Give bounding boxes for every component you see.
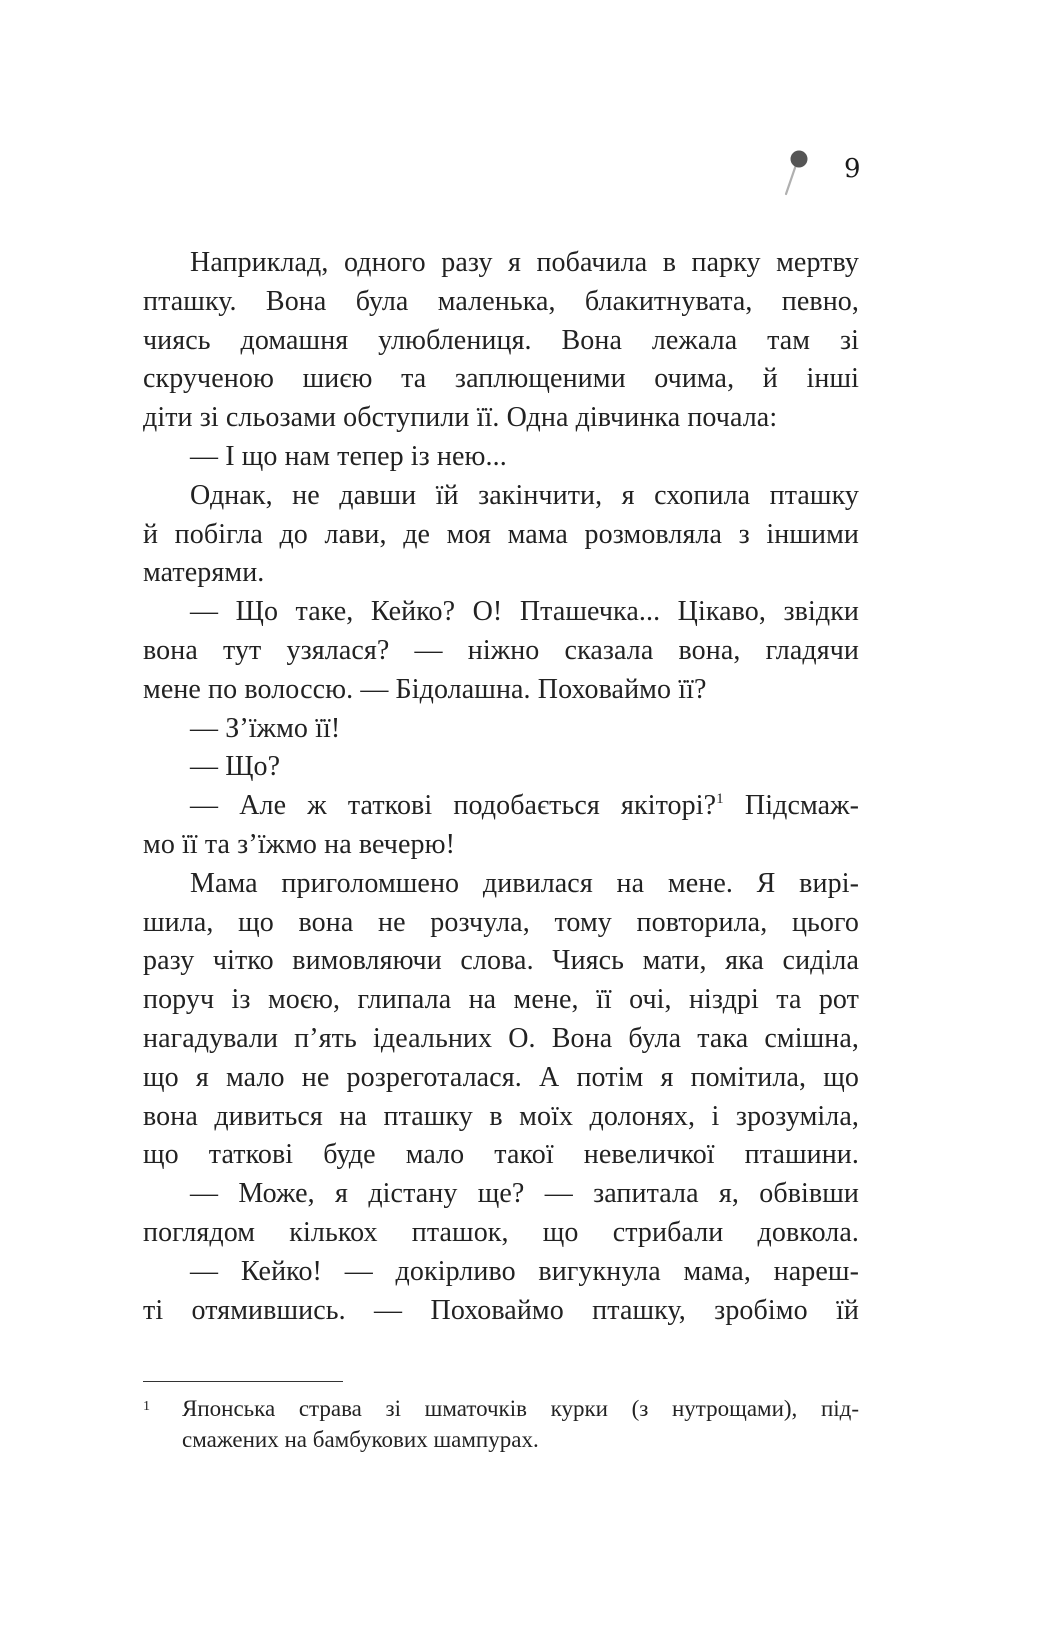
text-line	[143, 1214, 859, 1253]
page-header	[780, 148, 870, 204]
line-text: Однак, не давши їй закінчити, я схопила пташку	[190, 479, 859, 511]
text-line	[143, 1136, 859, 1175]
line-text: скрученою шиєю та заплющеними очима, й інші	[143, 363, 859, 395]
line-text: матерями.	[143, 557, 265, 589]
text-line	[143, 244, 859, 283]
line-text: Наприклад, одного разу я побачила в парку мертву	[190, 247, 859, 278]
text-line	[143, 399, 859, 438]
text-line	[143, 748, 859, 787]
footnote-text	[182, 1393, 859, 1455]
line-text: — Але ж таткові подобається якіторі?	[190, 790, 717, 822]
page-number: 9	[844, 154, 861, 184]
line-text: мене по волоссю. — Бідолашна. Поховаймо її?	[143, 673, 707, 705]
line-text: шила, що вона не розчула, тому повторила, цього	[143, 906, 859, 938]
text-line	[143, 1020, 859, 1059]
line-text: разу чітко вимовляючи слова. Чиясь мати, яка сиділа	[143, 945, 859, 977]
line-text: що таткові буде мало такої невеличкої пташини.	[143, 1139, 859, 1171]
text-line	[143, 981, 859, 1020]
line-text: діти зі сльозами обступили її. Одна дівчинка почала:	[143, 402, 778, 434]
text-line	[143, 671, 859, 710]
text-line	[143, 593, 859, 632]
line-text: Мама приголомшено дивилася на мене. Я вирі-	[190, 867, 859, 899]
line-text: вона дивиться на пташку в моїх долонях, і зрозуміла,	[143, 1100, 859, 1132]
line-text: Підсмаж-	[723, 790, 860, 822]
footnote-separator	[143, 1381, 343, 1382]
line-text: й побігла до лави, де моя мама розмовляла з іншими	[143, 518, 859, 550]
footnote-line: Японська страва зі шматочків курки (з нутрощами), під-	[182, 1396, 859, 1421]
text-line	[143, 477, 859, 516]
line-text: поглядом кількох пташок, що стрибали довкола.	[143, 1216, 859, 1248]
text-line	[143, 1292, 859, 1331]
text-line	[143, 942, 859, 981]
text-line	[143, 826, 859, 865]
line-text: — Може, я дістану ще? — запитала я, обвівши	[190, 1178, 859, 1210]
line-text: вона тут узялася? — ніжно сказала вона, гладячи	[143, 634, 859, 666]
text-line	[143, 787, 859, 826]
text-line	[143, 283, 859, 322]
line-text: нагадували п’ять ідеальних О. Вона була така смішна,	[143, 1022, 859, 1054]
text-line	[143, 632, 859, 671]
line-text: — Кейко! — докірливо вигукнула мама, нареш-	[190, 1255, 859, 1287]
text-line	[143, 438, 859, 477]
footnote	[143, 1393, 859, 1455]
footnote-marker: 1	[143, 1399, 150, 1414]
line-text: — Що таке, Кейко? О! Пташечка... Цікаво, звідки	[190, 596, 859, 628]
line-text: пташку. Вона була маленька, блакитнувата, певно,	[143, 285, 859, 317]
pushpin-icon	[780, 148, 814, 198]
body-text	[143, 244, 859, 1330]
text-line	[143, 1175, 859, 1214]
line-text: що я мало не розреготалася. А потім я помітила, що	[143, 1061, 859, 1093]
text-line	[143, 322, 859, 361]
text-line	[143, 360, 859, 399]
footnote-reference[interactable]: 1	[716, 791, 724, 808]
text-line	[143, 554, 859, 593]
line-text: поруч із моєю, глипала на мене, її очі, ніздрі та рот	[143, 984, 859, 1016]
line-text: — Що?	[190, 751, 281, 783]
text-line	[143, 1253, 859, 1292]
text-line	[143, 710, 859, 749]
line-text: — І що нам тепер із нею...	[190, 440, 507, 472]
text-line	[143, 516, 859, 555]
text-line	[143, 1098, 859, 1137]
text-line	[143, 904, 859, 943]
line-text: мо її та з’їжмо на вечерю!	[143, 828, 456, 860]
footnote-line: смажених на бамбукових шампурах.	[182, 1427, 539, 1452]
line-text: ті отямившись. — Поховаймо пташку, зробімо їй	[143, 1294, 859, 1326]
text-line	[143, 865, 859, 904]
line-text: чиясь домашня улюблениця. Вона лежала там зі	[143, 324, 859, 356]
line-text: — З’їжмо її!	[190, 712, 341, 744]
text-line	[143, 1059, 859, 1098]
